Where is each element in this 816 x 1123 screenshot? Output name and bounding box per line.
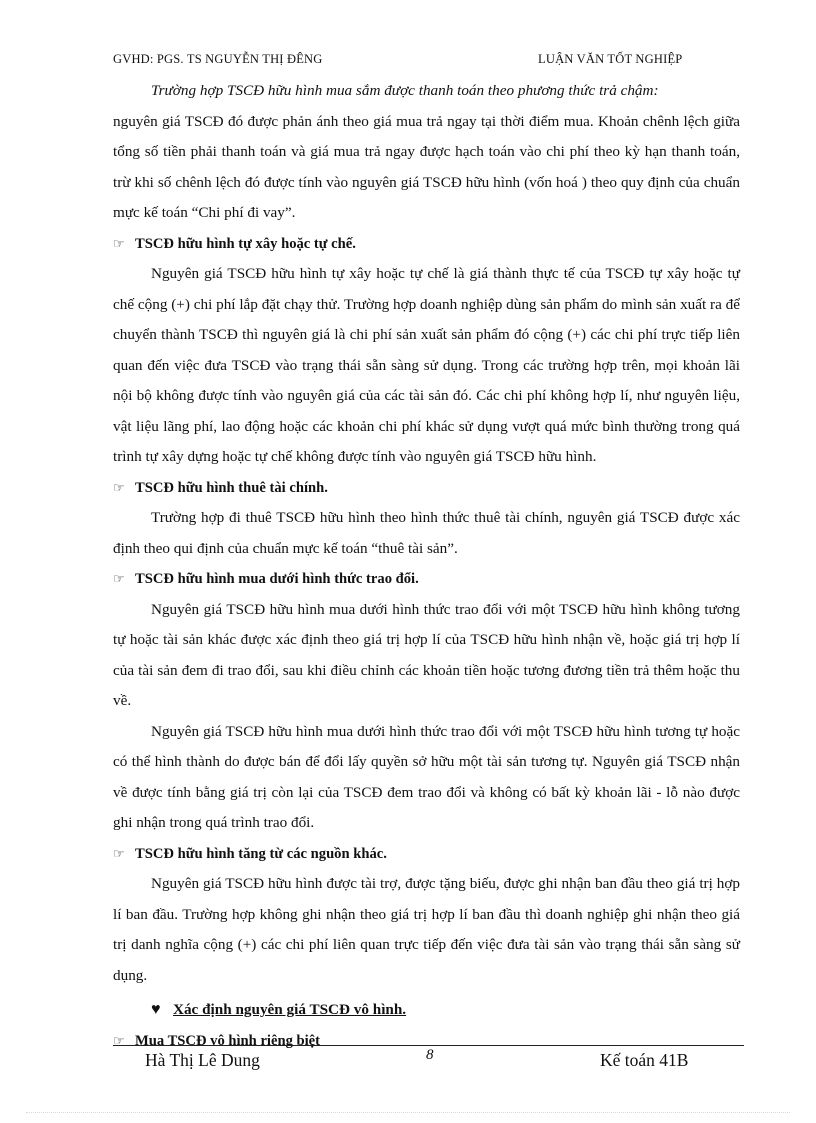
section-heading-label: TSCĐ hữu hình mua dưới hình thức trao đổi. [135,571,419,587]
header-advisor: GVHD: PGS. TS NGUYỄN THỊ ĐÊNG [113,52,323,66]
heart-bullet-icon: ♥ [151,1001,161,1018]
header-thesis-title: LUẬN VĂN TỐT NGHIỆP [538,52,683,66]
section-paragraph: Nguyên giá TSCĐ hữu hình tự xây hoặc tự chế là giá thành thực tế của TSCĐ tự xây hoặc tự chế cộng (+) chi phí lắp đặt chạy thử. Trường hợp doanh nghiệp dùng sản phẩm do mình sản xuất ra để chuyển thành TSCĐ thì nguyên giá là chi phí sản xuất sản phẩm đó cộng (+) các chi phí trực tiếp liên quan đến việc đưa TSCĐ vào trạng thái sẵn sàng sử dụng. Trong các trường hợp trên, mọi khoản lãi nội bộ không được tính vào nguyên giá của các tài sản đó. Các chi phí không hợp lí, như nguyên liệu, vật liệu lãng phí, lao động hoặc các khoản chi phí khác sử dụng vượt quá mức bình thường trong quá trình tự xây dựng hoặc tự chế không được tính vào nguyên giá TSCĐ hữu hình. [113,265,740,465]
section-heading-label: TSCĐ hữu hình thuê tài chính. [135,479,328,496]
section-heading-label: TSCĐ hữu hình tăng từ các nguồn khác. [135,845,387,862]
pointing-hand-icon: ☞ [113,235,125,251]
section-heading [113,839,740,870]
page-bottom-border [26,1112,790,1113]
pointing-hand-icon: ☞ [113,845,125,861]
subtitle [151,995,740,1026]
section-paragraph: Nguyên giá TSCĐ hữu hình mua dưới hình thức trao đổi với một TSCĐ hữu hình không tương tự hoặc tài sản khác được xác định theo giá trị hợp lí của TSCĐ hữu hình nhận về, hoặc giá trị hợp lí của tài sản đem đi trao đổi, sau khi điều chỉnh các khoản tiền hoặc tương đương tiền trả thêm hoặc thu về. [113,600,740,709]
pointing-hand-icon: ☞ [113,479,125,495]
intro-emphasis: Trường hợp TSCĐ hữu hình mua sắm được thanh toán theo phương thức [151,82,596,99]
subtitle-label: Xác định nguyên giá TSCĐ vô hình. [173,1001,407,1018]
intro-paragraph: nguyên giá TSCĐ đó được phản ánh theo giá mua trả ngay tại thời điểm mua. Khoản chênh lệch giữa tổng số tiền phải thanh toán và giá mua trả ngay được hạch toán vào chi phí theo kỳ hạn thanh toán, trừ khi số chênh lệch đó được tính vào nguyên giá TSCĐ hữu hình (vốn hoá ) theo quy định của chuẩn mực kế toán “Chi phí đi vay”. [113,112,740,221]
pointing-hand-icon: ☞ [113,1032,125,1048]
section-heading-label: Mua TSCĐ vô hình riêng biệt [135,1032,321,1049]
section-heading [113,473,740,504]
section-heading [113,564,740,595]
footer-author: Hà Thị Lê Dung [145,1050,260,1070]
section-paragraph: Nguyên giá TSCĐ hữu hình được tài trợ, được tặng biếu, được ghi nhận ban đầu theo giá trị hợp lí ban đầu. Trường hợp không ghi nhận theo giá trị hợp lí ban đầu thì doanh nghiệp ghi nhận theo giá trị danh nghĩa cộng (+) các chi phí liên quan trực tiếp đến việc đưa tài sản vào trạng thái sẵn sàng sử dụng. [113,875,740,984]
section-heading [113,229,740,260]
section-paragraph: Nguyên giá TSCĐ hữu hình mua dưới hình thức trao đổi với một TSCĐ hữu hình tương tự hoặc có thể hình thành do được bán để đổi lấy quyền sở hữu một tài sản tương tự. Nguyên giá TSCĐ nhận về được tính bằng giá trị còn lại của TSCĐ đem trao đổi và không có bất kỳ khoản lãi - lỗ nào được ghi nhận trong quá trình trao đổi. [113,722,740,831]
footer-divider [113,1045,744,1046]
footer-page-number: 8 [426,1047,434,1063]
section-paragraph: Trường hợp đi thuê TSCĐ hữu hình theo hình thức thuê tài chính, nguyên giá TSCĐ được xác định theo qui định của chuẩn mực kế toán “thuê tài sản”. [113,509,740,557]
document-body [113,76,740,1056]
section-heading-label: TSCĐ hữu hình tự xây hoặc tự chế. [135,235,356,252]
pointing-hand-icon: ☞ [113,571,125,586]
intro-lead [113,76,740,107]
intro-emphasis-tail: trả chậm: [599,82,659,99]
footer-class: Kế toán 41B [600,1050,689,1070]
